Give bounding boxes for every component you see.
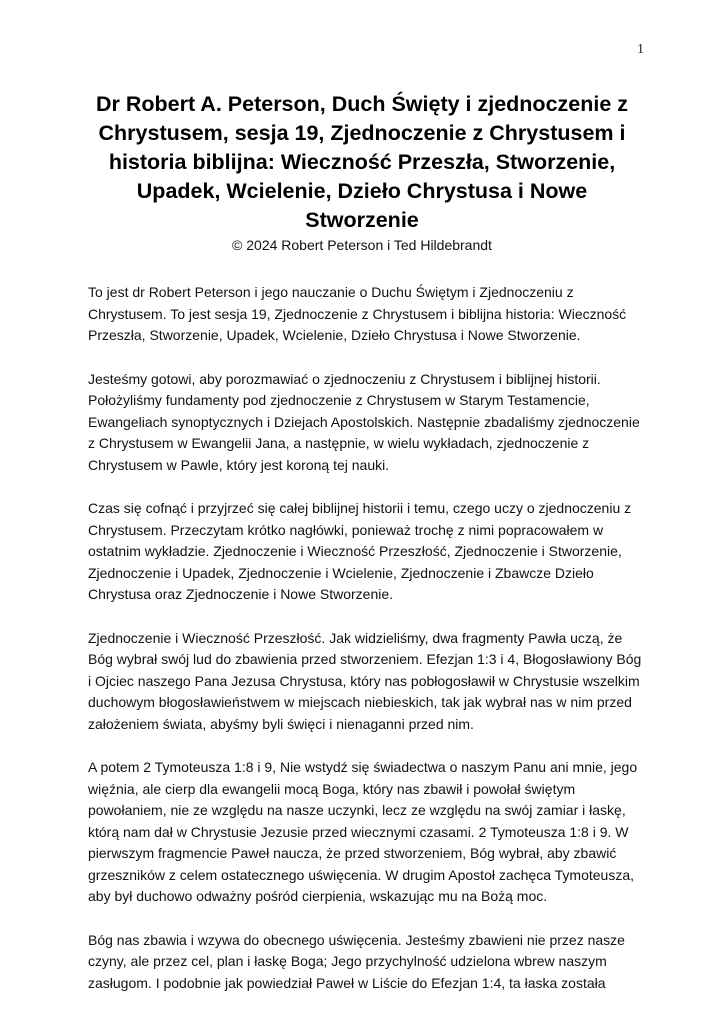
paragraph-4: Zjednoczenie i Wieczność Przeszłość. Jak widzieliśmy, dwa fragmenty Pawła uczą, że Bóg wybrał swój lud do zbawienia przed stworzeniem. Efezjan 1:3 i 4, Błogosławiony Bóg i Ojciec naszego Pana Jezusa Chrystusa, który nas pobłogosławił w Chrystusie wszelkim duchowym błogosławieństwem w miejscach niebieskich, tak jak wybrał nas w nim przed założeniem świata, abyśmy byli święci i nienaganni przed nim. [88,629,642,732]
paragraph-5: A potem 2 Tymoteusza 1:8 i 9, Nie wstydź się świadectwa o naszym Panu ani mnie, jego więźnia, ale cierp dla ewangelii mocą Boga, który nas zbawił i powołał świętym powołaniem, nie ze względu na nasze uczynki, lecz ze względu na swój zamiar i łaskę, którą nam dał w Chrystusie Jezusie przed wiecznymi czasami. 2 Tymoteusza 1:8 i 9. W pierwszym fragmencie Paweł naucza, że przed stworzeniem, Bóg wybrał, aby zbawić grzeszników z celem ostatecznego uświęcenia. W drugim Apostoł zachęca Tymoteusza, aby był duchowo odważny pośród cierpienia, wskazując mu na Bożą moc. [88,759,638,904]
document-header [88,90,636,254]
paragraph-6: Bóg nas zbawia i wzywa do obecnego uświęcenia. Jesteśmy zbawieni nie przez nasze czyny, ale przez cel, plan i łaskę Boga; Jego przychylność udzielona wbrew naszym zasługom. I podobnie jak powiedział Paweł w Liście do Efezjan 1:4, ta łaska została [88,931,625,991]
page-number: 1 [637,42,644,57]
paragraph-3: Czas się cofnąć i przyjrzeć się całej biblijnej historii i temu, czego uczy o zjednoczeniu z Chrystusem. Przeczytam krótko nagłówki, ponieważ trochę z nimi popracowałem w ostatnim wykładzie. Zjednoczenie i Wieczność Przeszłość, Zjednoczenie i Stworzenie, Zjednoczenie i Upadek, Zjednoczenie i Wcielenie, Zjednoczenie i Zbawcze Dzieło Chrystusa oraz Zjednoczenie i Nowe Stworzenie. [88,500,632,602]
copyright-line: © 2024 Robert Peterson i Ted Hildebrandt [232,237,492,253]
document-title: Dr Robert A. Peterson, Duch Święty i zjednoczenie z Chrystusem, sesja 19, Zjednoczenie z Chrystusem i historia biblijna: Wieczność Przeszła, Stworzenie, Upadek, Wcielenie, Dzieło Chrystusa i Nowe Stworzenie [95,92,629,232]
document-body [88,282,643,1016]
paragraph-2: Jesteśmy gotowi, aby porozmawiać o zjednoczeniu z Chrystusem i biblijnej historii. Położyliśmy fundamenty pod zjednoczenie z Chrystusem w Starym Testamencie, Ewangeliach synoptycznych i Dziejach Apostolskich. Następnie zbadaliśmy zjednoczenie z Chrystusem w Ewangelii Jana, a następnie, w wielu wykładach, zjednoczenie z Chrystusem w Pawle, który jest koroną tej nauki. [88,370,640,473]
paragraph-1: To jest dr Robert Peterson i jego nauczanie o Duchu Świętym i Zjednoczeniu z Chrystusem. To jest sesja 19, Zjednoczenie z Chrystusem i biblijna historia: Wieczność Przeszła, Stworzenie, Upadek, Wcielenie, Dzieło Chrystusa i Nowe Stworzenie. [88,284,627,343]
